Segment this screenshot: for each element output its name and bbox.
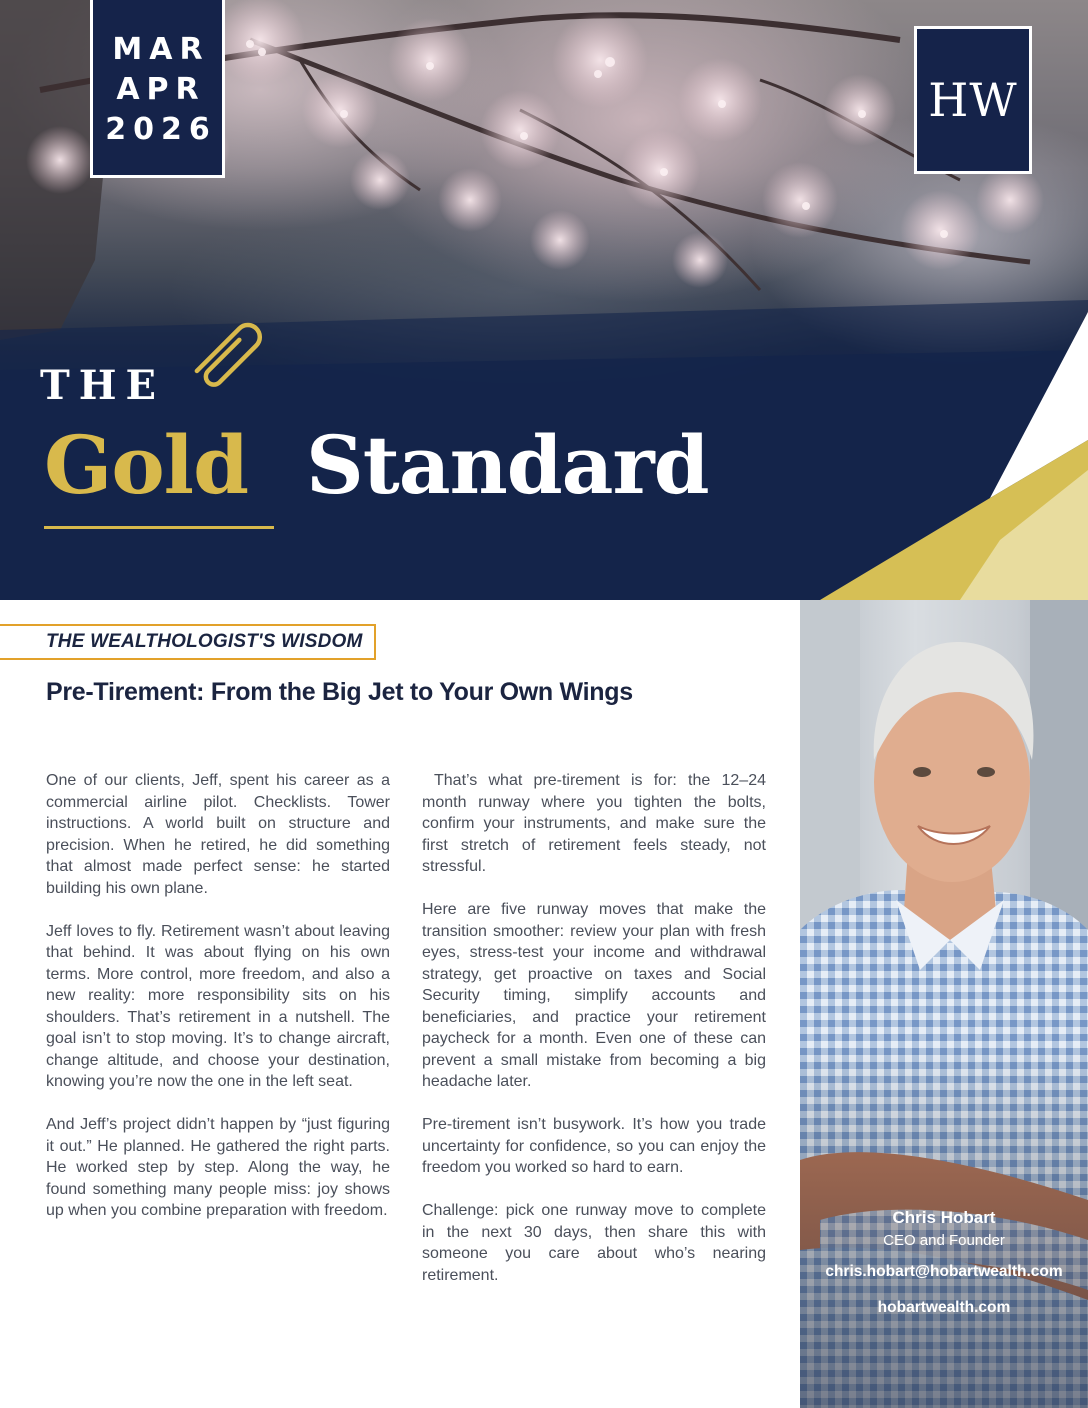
paragraph: Jeff loves to fly. Retirement wasn’t about leaving that behind. It was about flying on his own terms. More control, more freedom, and also a new reality: more responsibility sits on his shoulders. That’s retirement in a nutshell. The goal isn’t to stop moving. It’s to change aircraft, change altitude, and choose your destination, knowing you’re now the one in the left seat.: [46, 922, 390, 1090]
title-the: THE: [40, 362, 166, 409]
masthead-hero: [0, 0, 1088, 600]
paperclip-icon: [180, 306, 276, 402]
article-column-left: [46, 770, 390, 1243]
paragraph: Here are five runway moves that make the transition smoother: review your plan with fresh eyes, stress-test your income and withdrawal strategy, get proactive on taxes and Social Security timing, simplify accounts and beneficiaries, and practice your retirement paycheck for a month. Even one of these can prevent a small mistake from becoming a big headache later.: [422, 901, 766, 1090]
paragraph: Challenge: pick one runway move to complete in the next 30 days, then share this with someone you care about who’s nearing retirement.: [422, 1202, 766, 1284]
author-bio: [800, 1208, 1088, 1317]
date-month-2: APR: [116, 71, 206, 107]
gold-underline: [44, 526, 274, 529]
date-year: 2026: [105, 111, 217, 147]
author-website-link[interactable]: hobartwealth.com: [877, 1299, 1011, 1316]
section-tag: [0, 624, 376, 660]
article-headline: Pre-Tirement: From the Big Jet to Your Own Wings: [46, 678, 633, 706]
paragraph: That’s what pre-tirement is for: the 12–24 month runway where you tighten the bolts, confirm your instruments, and make sure the first stretch of retirement feels steady, not stressful.: [422, 772, 766, 875]
article-column-right: [422, 770, 766, 1308]
author-email-link[interactable]: chris.hobart@hobartwealth.com: [825, 1263, 1063, 1280]
paragraph: And Jeff’s project didn’t happen by “just figuring it out.” He planned. He gathered the right parts. He worked step by step. Along the way, he found something many people miss: joy shows up when you combine preparation with freedom.: [46, 1116, 390, 1219]
date-month-1: MAR: [112, 31, 210, 67]
hw-logo: [914, 26, 1032, 174]
title-standard: Standard: [306, 418, 709, 512]
logo-text: HW: [928, 73, 1018, 127]
paragraph: Pre-tirement isn’t busywork. It’s how you trade uncertainty for confidence, so you can enjoy the freedom you worked so hard to earn.: [422, 1116, 766, 1176]
paragraph: One of our clients, Jeff, spent his career as a commercial airline pilot. Checklists. Tower instructions. A world built on structure and precision. When he retired, he did something that almost made perfect sense: he started building his own plane.: [46, 772, 390, 897]
author-role: CEO and Founder: [883, 1232, 1005, 1249]
issue-date-badge: [90, 0, 225, 178]
author-name: Chris Hobart: [892, 1208, 996, 1227]
title-gold: Gold: [44, 418, 249, 512]
section-tag-label: THE WEALTHOLOGIST'S WISDOM: [46, 631, 363, 652]
